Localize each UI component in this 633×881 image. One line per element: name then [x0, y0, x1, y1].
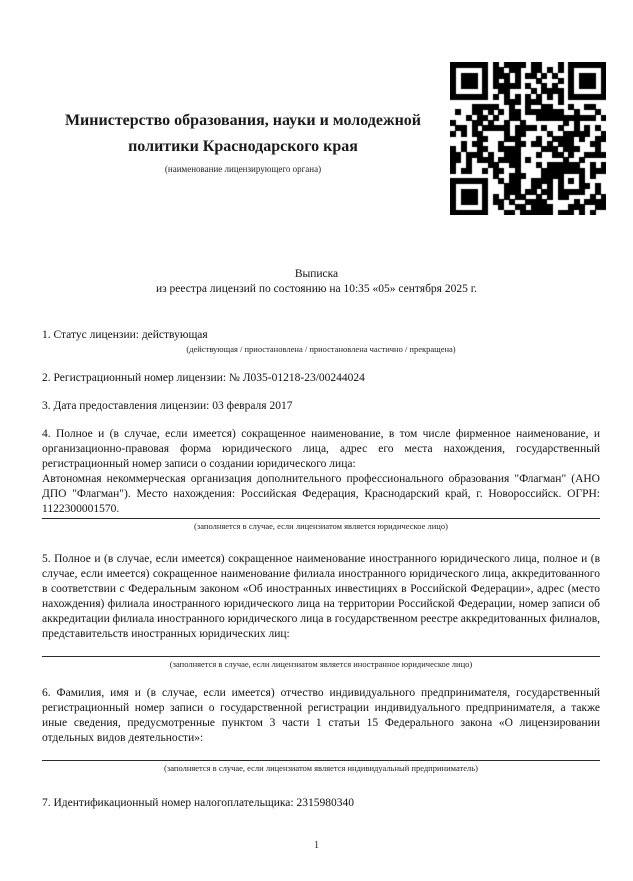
item-4-caption: (заполняется в случае, если лицензиатом является юридическое лицо)	[194, 521, 448, 531]
item-1-license-status: 1. Статус лицензии: действующая	[42, 329, 208, 341]
authority-caption: (наименование лицензирующего органа)	[164, 164, 322, 174]
document-body	[0, 328, 633, 811]
authority-name-line1: Министерство образования, науки и молодежной	[64, 112, 422, 129]
item-6-individual-entrepreneur	[42, 686, 600, 775]
item-6-caption: (заполняется в случае, если лицензиатом является индивидуальный предприниматель)	[164, 763, 478, 773]
item-2-registration-number: 2. Регистрационный номер лицензии: № Л035-01218-23/00244024	[42, 372, 365, 384]
item-5-blank-field	[42, 642, 600, 655]
item-7-taxpayer-number: 7. Идентификационный номер налогоплательщика: 2315980340	[42, 797, 354, 809]
document-header	[0, 0, 633, 215]
item-5-question: 5. Полное и (в случае, если имеется) сокращенное наименование иностранного юридического лица, полное и (в случае, если имеется) сокращенное наименование филиала иностранного юридического лица, аккредитованного в соответствии с Федеральным законом «Об иностранных инвестициях в Российской Федерации», адрес (место нахождения) филиала иностранного юридического лица на территории Российской Федерации, номер записи об аккредитации филиала иностранного юридического лица в государственном реестре аккредитованных филиалов, представительств иностранных юридических лиц:	[42, 553, 600, 640]
item-6-blank-field	[42, 746, 600, 759]
item-1-caption: (действующая / приостановлена / приостановлена частично / прекращена)	[186, 344, 456, 354]
document-title-line2: из реестра лицензий по состоянию на 10:35 «05» сентября 2025 г.	[155, 283, 478, 295]
item-4-legal-entity	[42, 427, 600, 533]
qr-code	[450, 62, 606, 215]
item-5-rule	[42, 656, 600, 657]
licensing-authority-name	[42, 108, 444, 160]
page-number: 1	[313, 839, 320, 851]
item-4-answer: Автономная некоммерческая организация дополнительного профессионального образования "Флагман" (АНО ДПО "Флагман"). Место нахождения: Российская Федерация, Краснодарский край, г. Новороссийск. ОГРН: 1122300001570.	[42, 473, 600, 515]
item-5-caption: (заполняется в случае, если лицензиатом является иностранное юридическое лицо)	[169, 659, 473, 669]
item-5-foreign-entity	[42, 552, 600, 671]
item-3-grant-date: 3. Дата предоставления лицензии: 03 февраля 2017	[42, 400, 293, 412]
authority-name-line2: политики Краснодарского края	[128, 138, 358, 155]
item-4-rule	[42, 518, 600, 519]
item-6-question: 6. Фамилия, имя и (в случае, если имеется) отчество индивидуального предпринимателя, государственный регистрационный номер записи о государственной регистрации индивидуального предпринимателя, а также иные сведения, предусмотренные пунктом 3 части 1 статьи 15 Федерального закона «О лицензировании отдельных видов деятельности»:	[42, 687, 600, 744]
document-title	[0, 267, 633, 297]
item-4-text	[42, 427, 600, 517]
licensing-authority-block	[42, 62, 444, 175]
item-4-question: 4. Полное и (в случае, если имеется) сокращенное наименование, в том числе фирменное наименование, и организационно-правовая форма юридического лица, адрес его места нахождения, государственный регистрационный номер записи о создании юридического лица:	[42, 428, 600, 470]
document-title-line1: Выписка	[294, 268, 339, 280]
qr-code-image	[450, 62, 606, 215]
item-6-rule	[42, 760, 600, 761]
